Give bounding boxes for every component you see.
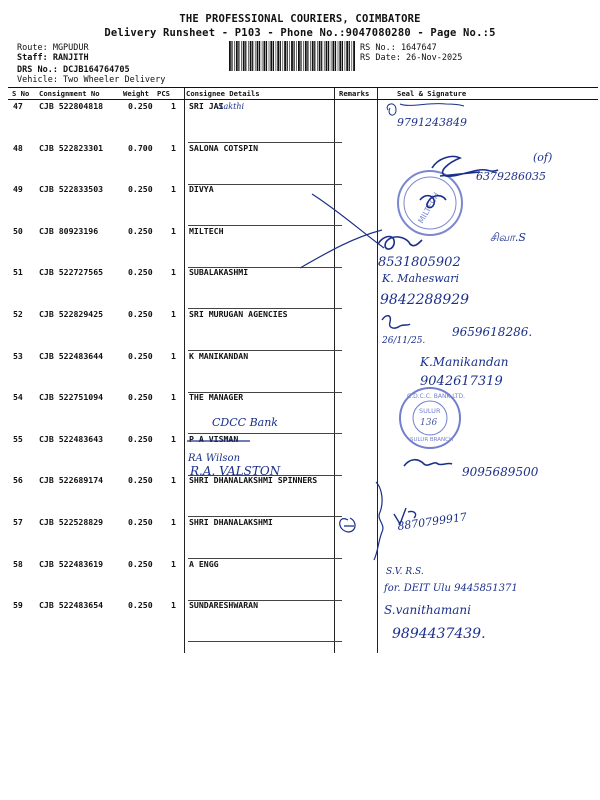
cell-consignee: SHRI DHANALAKSHMI SPINNERS: [189, 475, 318, 486]
hw-r58-name: S.V. R.S.: [386, 567, 424, 577]
hw-r59-phone: 9894437439.: [392, 626, 486, 642]
table-row: [8, 475, 598, 517]
cell-consignment: CJB 522483644: [39, 350, 104, 361]
cell-consignee: SUNDARESHWARAN: [189, 600, 259, 611]
cell-consignment: CJB 80923196: [39, 225, 99, 236]
cell-weight: 0.250: [128, 392, 153, 403]
cell-sno: 49: [13, 184, 23, 195]
cell-sno: 57: [13, 517, 23, 527]
table-row: [8, 226, 598, 268]
cell-consignment: CJB 522483654: [39, 600, 104, 611]
hw-r47-name: Sakthi: [218, 102, 245, 111]
hw-r51-phone: 9842288929: [380, 292, 470, 308]
hw-r53-phone: 9042617319: [420, 374, 503, 389]
cell-pcs: 1: [171, 475, 176, 486]
cell-sno: 55: [13, 433, 23, 444]
cell-consignment: CJB 522829425: [39, 309, 104, 319]
cell-pcs: 1: [171, 267, 176, 278]
hw-r55-name1: RA Wilson: [188, 453, 241, 464]
cell-sno: 56: [13, 475, 23, 486]
col-header-pcs: PCS: [157, 89, 170, 98]
table-row: [8, 434, 598, 476]
cell-consignment: CJB 522689174: [39, 475, 104, 486]
cell-weight: 0.250: [128, 225, 153, 236]
stamp-bank-ring: C.D.C.C. BANK LTD.: [407, 393, 465, 400]
cell-consignment: CJB 522833503: [39, 184, 104, 195]
cell-sno: 52: [13, 309, 23, 319]
cell-weight: 0.250: [128, 433, 153, 444]
cell-consignment: CJB 522727565: [39, 267, 104, 278]
hw-r55-phone: 9095689500: [462, 465, 539, 479]
cell-weight: 0.250: [128, 101, 153, 111]
cell-consignee: SALONA COTSPIN: [189, 142, 259, 153]
table-row: [8, 600, 598, 642]
cell-sno: 50: [13, 225, 23, 236]
col-header-consignment: Consignment No: [39, 89, 100, 98]
col-header-consignee: Consignee Details: [186, 89, 260, 98]
barcode-image: [229, 41, 357, 71]
hw-r50-phone: 8531805902: [378, 255, 461, 270]
hw-r54-note: CDCC Bank: [212, 416, 278, 429]
cell-weight: 0.250: [128, 600, 153, 611]
stamp-bank-number: 136: [420, 418, 438, 428]
cell-weight: 0.700: [128, 142, 153, 153]
cell-sno: 51: [13, 267, 23, 278]
table-top-rule: [8, 87, 598, 88]
col-header-seal: Seal & Signature: [397, 89, 467, 98]
drs-label: DRS No.: DCJB164764705: [17, 65, 130, 75]
cell-weight: 0.250: [128, 350, 153, 361]
cell-consignment: CJB 522823301: [39, 142, 104, 153]
cell-sno: 54: [13, 392, 23, 403]
stamp-top-text: MILTECH: [416, 190, 442, 226]
cell-consignee: THE MANAGER: [189, 392, 244, 403]
table-row: [8, 143, 598, 185]
cell-pcs: 1: [171, 184, 176, 195]
table-row: [8, 309, 598, 351]
vehicle-label: Vehicle: Two Wheeler Delivery: [17, 75, 166, 85]
hw-r47-phone: 9791243849: [397, 116, 467, 129]
table-row: [8, 559, 598, 601]
row-divider: [188, 641, 342, 642]
cell-consignee: MILTECH: [189, 225, 224, 236]
cell-pcs: 1: [171, 101, 176, 111]
hw-r52-phone: 9659618286.: [452, 325, 533, 339]
cell-consignee: SRI MURUGAN AGENCIES: [189, 309, 288, 319]
cell-consignee: A ENGG: [189, 558, 219, 569]
cell-pcs: 1: [171, 600, 176, 611]
cell-pcs: 1: [171, 433, 176, 444]
rs-date: RS Date: 26-Nov-2025: [360, 53, 463, 63]
stamp-bank-center: SULUR: [419, 407, 441, 415]
col-header-weight: Weight: [123, 89, 149, 98]
cell-consignment: CJB 522528829: [39, 517, 104, 527]
cell-pcs: 1: [171, 350, 176, 361]
cell-sno: 53: [13, 350, 23, 361]
table-row: [8, 517, 598, 559]
table-row: [8, 351, 598, 393]
hw-r59-name: S.vanithamani: [384, 603, 471, 617]
cell-weight: 0.250: [128, 517, 153, 527]
cell-pcs: 1: [171, 142, 176, 153]
staff-label: Staff: RANJITH: [17, 53, 89, 63]
cell-sno: 59: [13, 600, 23, 611]
cell-consignment: CJB 522751094: [39, 392, 104, 403]
hw-r57-phone: 8870799917: [396, 510, 468, 533]
table-row: [8, 392, 598, 434]
cell-pcs: 1: [171, 392, 176, 403]
table-row: [8, 101, 598, 143]
cell-consignment: CJB 522483643: [39, 433, 104, 444]
cell-consignee: P A VISMAN: [189, 433, 239, 444]
hw-r48-note: (of): [533, 151, 553, 164]
cell-pcs: 1: [171, 309, 176, 319]
cell-weight: 0.250: [128, 475, 153, 486]
hw-r49-phone: 6379286035: [476, 170, 546, 183]
cell-consignment: CJB 522804818: [39, 101, 104, 111]
hw-r53-name: K.Manikandan: [420, 355, 509, 369]
stamp-bank-bottom: SULUR BRANCH: [410, 437, 454, 443]
cell-weight: 0.250: [128, 309, 153, 319]
cell-consignee: K MANIKANDAN: [189, 350, 249, 361]
cell-pcs: 1: [171, 517, 176, 527]
cell-weight: 0.250: [128, 558, 153, 569]
hw-r50-name: சிவா.S: [490, 231, 526, 244]
cell-sno: 48: [13, 142, 23, 153]
cell-weight: 0.250: [128, 184, 153, 195]
rs-number: RS No.: 1647647: [360, 43, 437, 53]
cell-sno: 47: [13, 101, 23, 111]
col-header-remarks: Remarks: [339, 89, 370, 98]
cell-consignee: SHRI DHANALAKSHMI: [189, 517, 273, 527]
table-row: [8, 267, 598, 309]
company-title: THE PROFESSIONAL COURIERS, COIMBATORE: [179, 13, 421, 25]
hw-r51-name: K. Maheswari: [382, 272, 460, 285]
cell-consignee: SUBALAKASHMI: [189, 267, 249, 278]
hw-r58-line: for. DEIT Ulu 9445851371: [384, 583, 518, 594]
hw-r55-name2: R.A. VALSTON: [190, 464, 281, 478]
cell-consignee: SRI JAI: [189, 101, 224, 111]
cell-consignee: DIVYA: [189, 184, 214, 195]
cell-sno: 58: [13, 558, 23, 569]
hw-r52-date: 26/11/25.: [382, 336, 426, 346]
cell-pcs: 1: [171, 558, 176, 569]
table-row: [8, 184, 598, 226]
cell-consignment: CJB 522483619: [39, 558, 104, 569]
col-header-sno: S No: [12, 89, 30, 98]
runsheet-subtitle: Delivery Runsheet - P103 - Phone No.:9047080280 - Page No.:5: [104, 27, 496, 39]
cell-weight: 0.250: [128, 267, 153, 278]
header-bottom-rule: [8, 99, 598, 100]
route-label: Route: MGPUDUR: [17, 43, 89, 53]
cell-pcs: 1: [171, 225, 176, 236]
